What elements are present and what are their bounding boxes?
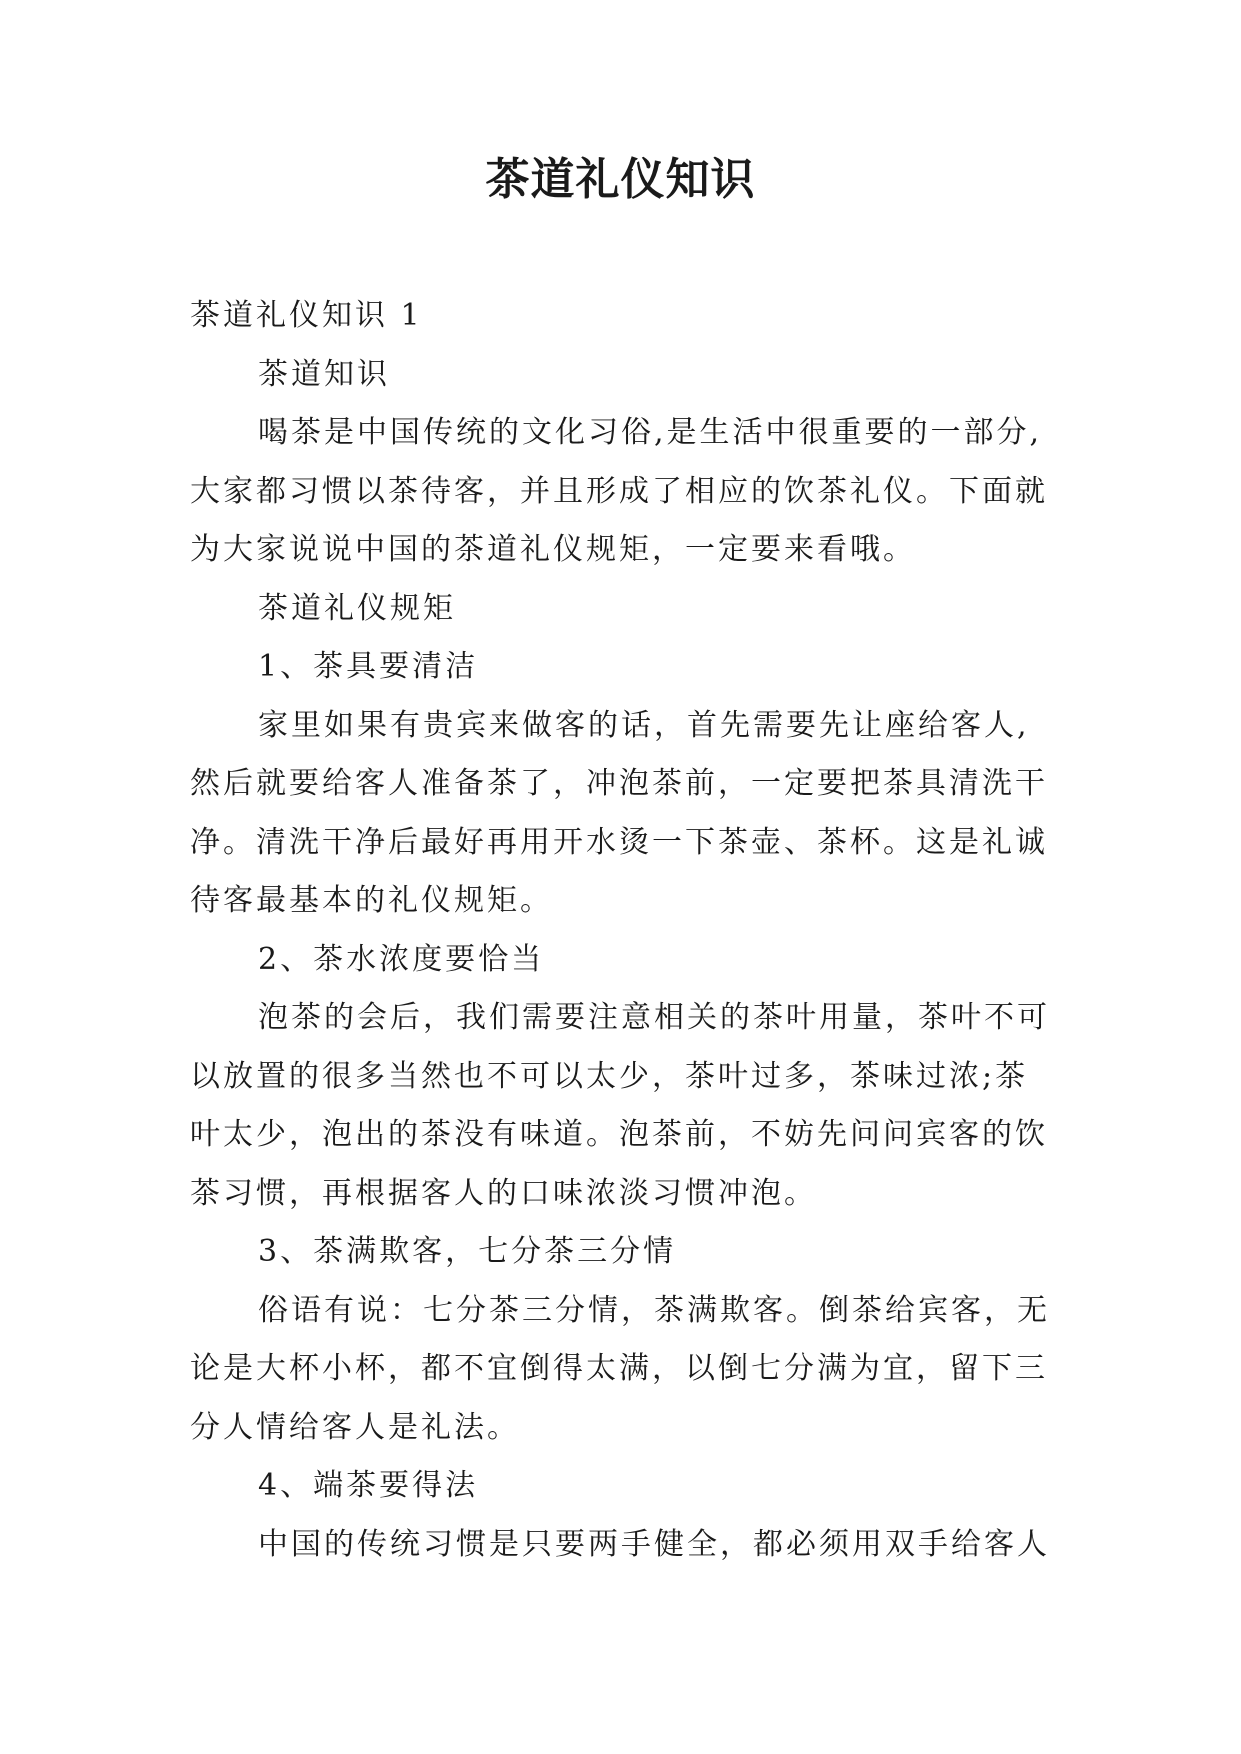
body-line: 家里如果有贵宾来做客的话，首先需要先让座给客人,	[258, 707, 1030, 743]
body-line: 4、端茶要得法	[258, 1468, 479, 1503]
body-line: 以放置的很多当然也不可以太少，茶叶过多，茶味过浓;茶	[190, 1058, 1029, 1094]
body-line: 喝茶是中国传统的文化习俗,是生活中很重要的一部分,	[258, 415, 1043, 450]
body-line: 大家都习惯以茶待客，并且形成了相应的饮茶礼仪。下面就	[190, 473, 1048, 509]
body-line: 俗语有说：七分茶三分情，茶满欺客。倒茶给宾客，无	[258, 1292, 1050, 1328]
body-line: 中国的传统习惯是只要两手健全，都必须用双手给客人	[258, 1526, 1050, 1562]
body-line: 然后就要给客人准备茶了，冲泡茶前，一定要把茶具清洗干	[190, 766, 1048, 801]
body-line: 为大家说说中国的茶道礼仪规矩，一定要来看哦。	[190, 532, 916, 567]
body-line: 叶太少，泡出的茶没有味道。泡茶前，不妨先问问宾客的饮	[190, 1117, 1048, 1152]
body-line: 论是大杯小杯，都不宜倒得太满，以倒七分满为宜，留下三	[190, 1351, 1048, 1386]
body-line: 茶道礼仪知识 1	[190, 298, 423, 333]
body-line: 泡茶的会后，我们需要注意相关的茶叶用量，茶叶不可	[258, 1000, 1050, 1035]
body-line: 分人情给客人是礼法。	[190, 1409, 520, 1445]
body-line: 2、茶水浓度要恰当	[258, 941, 545, 977]
body-line: 茶习惯，再根据客人的口味浓淡习惯冲泡。	[190, 1175, 817, 1211]
body-line: 待客最基本的礼仪规矩。	[190, 883, 553, 918]
body-line: 3、茶满欺客，七分茶三分情	[258, 1234, 677, 1269]
body-line: 茶道知识	[258, 356, 390, 392]
body-line: 1、茶具要清洁	[258, 649, 479, 684]
document-body	[190, 287, 1070, 1574]
body-line: 茶道礼仪规矩	[258, 590, 456, 626]
body-line: 净。清洗干净后最好再用开水烫一下茶壶、茶杯。这是礼诚	[190, 824, 1048, 860]
document-title: 茶道礼仪知识	[485, 154, 756, 205]
